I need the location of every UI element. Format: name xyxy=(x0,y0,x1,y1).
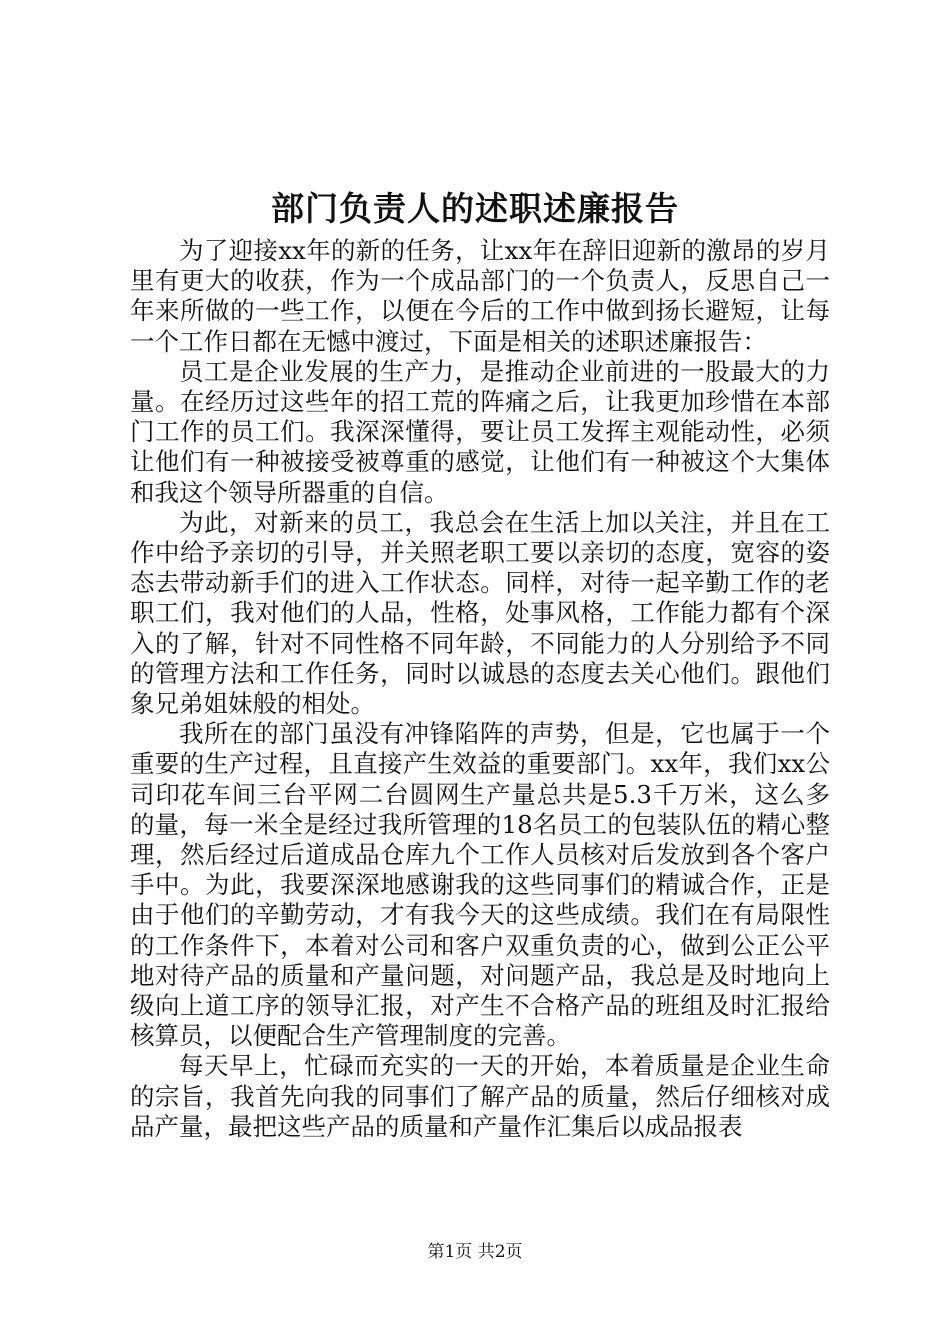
paragraph-1: 为了迎接xx年的新的任务，让xx年在辞旧迎新的激昂的岁月里有更大的收获，作为一个成品部门的一个负责人，反思自己一年来所做的一些工作，以便在今后的工作中做到扬长避短，让每一个工作日都在无憾中渡过，下面是相关的述职述廉报告： xyxy=(130,236,830,356)
paragraph-5: 每天早上，忙碌而充实的一天的开始，本着质量是企业生命的宗旨，我首先向我的同事们了解产品的质量，然后仔细核对成品产量，最把这些产品的质量和产量作汇集后以成品报表 xyxy=(130,1051,830,1141)
document-title: 部门负责人的述职述廉报告 xyxy=(271,189,679,228)
paragraph-2: 员工是企业发展的生产力，是推动企业前进的一股最大的力量。在经历过这些年的招工荒的阵痛之后，让我更加珍惜在本部门工作的员工们。我深深懂得，要让员工发挥主观能动性，必须让他们有一种被接受被尊重的感觉，让他们有一种被这个大集体和我这个领导所器重的自信。 xyxy=(130,356,830,507)
document-body xyxy=(130,236,830,1142)
paragraph-3: 为此，对新来的员工，我总会在生活上加以关注，并且在工作中给予亲切的引导，并关照老职工要以亲切的态度，宽容的姿态去带动新手们的进入工作状态。同样，对待一起辛勤工作的老职工们，我对他们的人品，性格，处事风格，工作能力都有个深入的了解，针对不同性格不同年龄，不同能力的人分别给予不同的管理方法和工作任务，同时以诚恳的态度去关心他们。跟他们象兄弟姐妹般的相处。 xyxy=(130,507,830,719)
paragraph-4: 我所在的部门虽没有冲锋陷阵的声势，但是，它也属于一个重要的生产过程，且直接产生效益的重要部门。xx年，我们xx公司印花车间三台平网二台圆网生产量总共是5.3千万米，这么多的量，每一米全是经过我所管理的18名员工的包装队伍的精心整理，然后经过后道成品仓库九个工作人员核对后发放到各个客户手中。为此，我要深深地感谢我的这些同事们的精诚合作，正是由于他们的辛勤劳动，才有我今天的这些成绩。我们在有局限性的工作条件下，本着对公司和客户双重负责的心，做到公正公平地对待产品的质量和产量问题，对问题产品，我总是及时地向上级向上道工序的领导汇报，对产生不合格产品的班组及时汇报给核算员，以便配合生产管理制度的完善。 xyxy=(130,719,830,1051)
page-footer: 第1页 共2页 xyxy=(427,1242,523,1262)
